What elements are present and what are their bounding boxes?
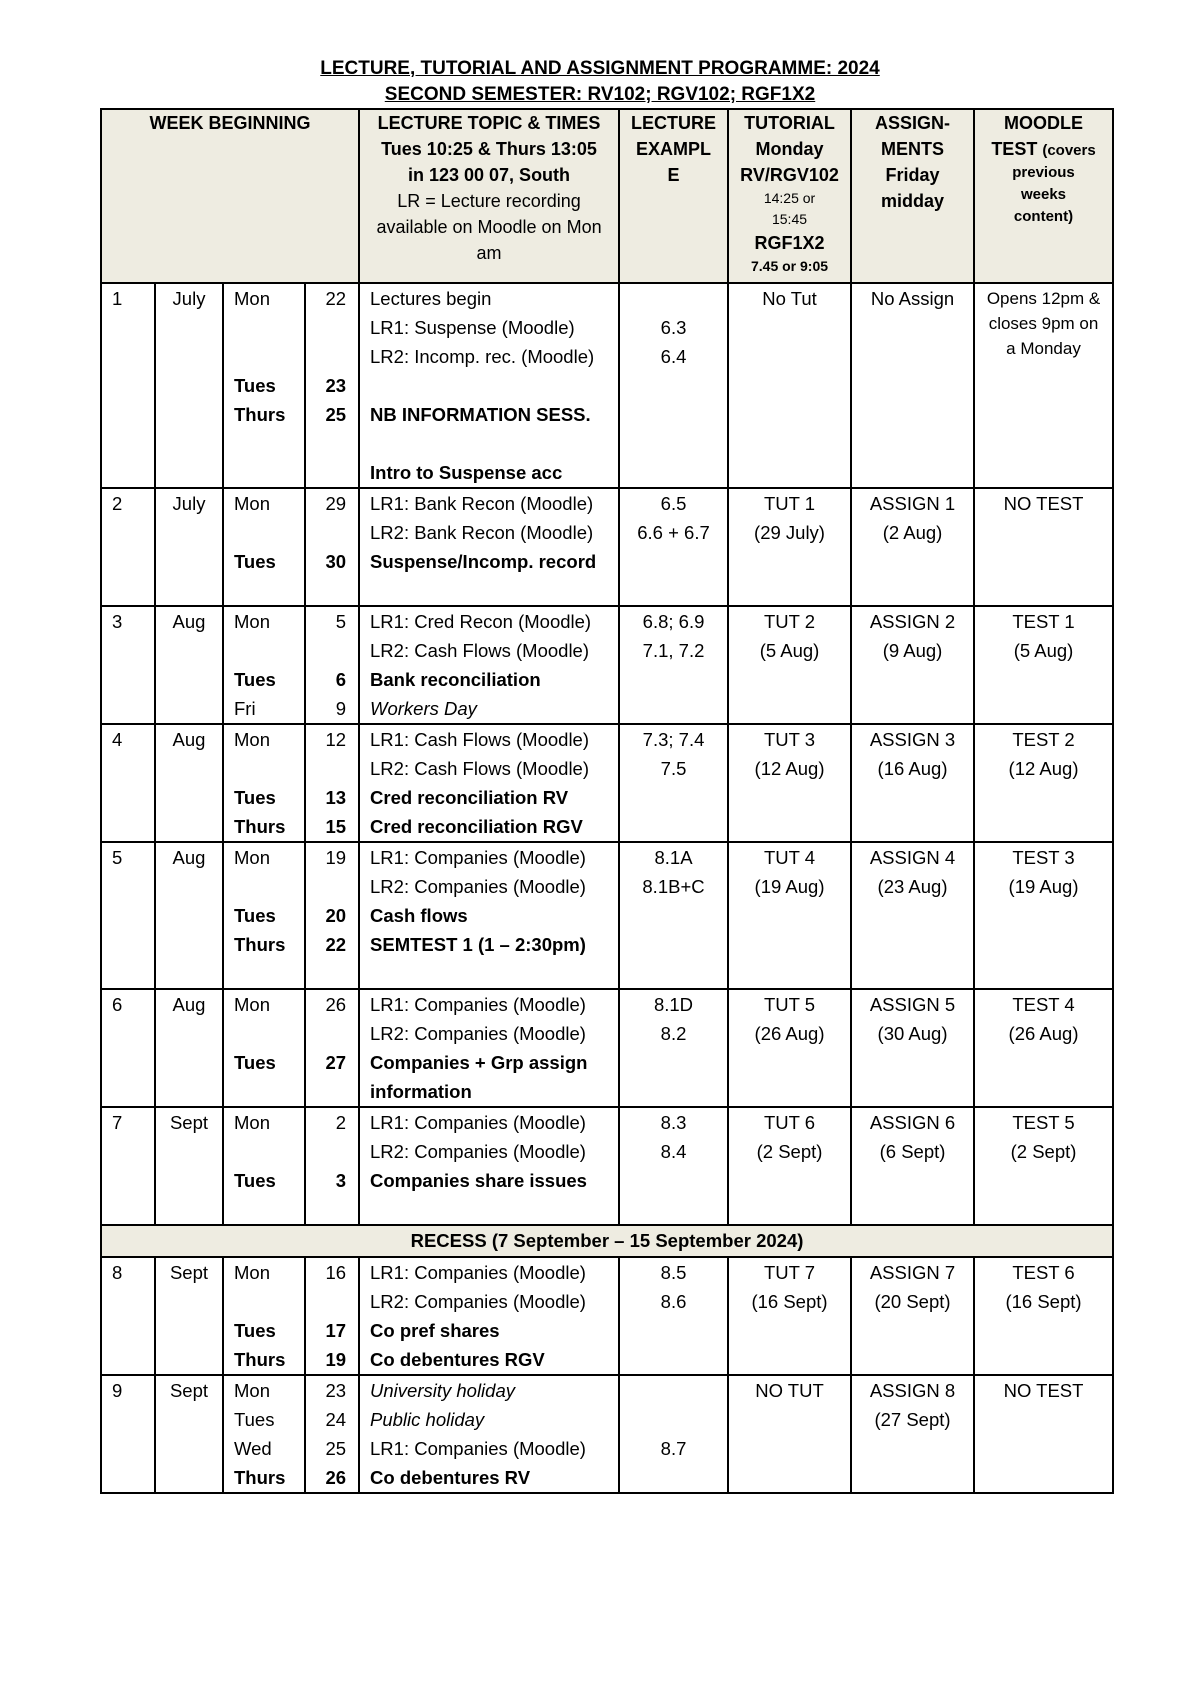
assignment-entry: (27 Sept) bbox=[874, 1409, 951, 1430]
week-row-2 bbox=[101, 488, 1113, 606]
date-label: 22 bbox=[325, 288, 347, 309]
day-label: Tues bbox=[234, 1320, 276, 1341]
day-label: Tues bbox=[234, 375, 276, 396]
week-row-4 bbox=[101, 724, 1113, 842]
topic-line: Lectures begin bbox=[370, 288, 492, 309]
example-ref: 8.5 bbox=[660, 1262, 687, 1283]
month-cell bbox=[155, 1107, 223, 1225]
topic-cell bbox=[359, 989, 619, 1107]
example-ref: 6.4 bbox=[660, 346, 687, 367]
date-label: 27 bbox=[325, 1052, 347, 1073]
assignment-entry: (16 Aug) bbox=[877, 758, 948, 779]
day-label: Mon bbox=[234, 1262, 270, 1283]
moodle-test-entry: TEST 5 bbox=[1012, 1112, 1075, 1133]
date-cell bbox=[305, 606, 359, 724]
topic-line: Co pref shares bbox=[370, 1320, 500, 1341]
moodle-test-entry: TEST 3 bbox=[1012, 847, 1075, 868]
day-label: Wed bbox=[234, 1438, 272, 1459]
week-number: 9 bbox=[112, 1380, 123, 1401]
date-cell bbox=[305, 724, 359, 842]
day-cell bbox=[223, 724, 305, 842]
week-number-cell bbox=[101, 989, 155, 1107]
day-label: Fri bbox=[234, 698, 256, 719]
moodle-test-entry: TEST 6 bbox=[1012, 1262, 1075, 1283]
example-cell bbox=[619, 842, 728, 989]
programme-table bbox=[100, 108, 1114, 1494]
week-row-7 bbox=[101, 1107, 1113, 1225]
week-row-8 bbox=[101, 1257, 1113, 1375]
month: Aug bbox=[172, 611, 206, 632]
moodle-test-header: MOODLE TEST (covers previous weeks content) bbox=[974, 109, 1113, 283]
date-label bbox=[306, 1137, 358, 1166]
moodle-test-entry: (19 Aug) bbox=[1008, 876, 1079, 897]
topic-cell bbox=[359, 842, 619, 989]
document-subtitle: SECOND SEMESTER: RV102; RGV102; RGF1X2 bbox=[384, 84, 816, 105]
topic-cell bbox=[359, 488, 619, 606]
week-number: 2 bbox=[112, 493, 123, 514]
topic-cell bbox=[359, 1375, 619, 1493]
day-label: Mon bbox=[234, 729, 270, 750]
date-label: 22 bbox=[325, 934, 347, 955]
topic-line: Bank reconciliation bbox=[370, 669, 541, 690]
date-label: 17 bbox=[325, 1320, 347, 1341]
date-cell bbox=[305, 283, 359, 488]
example-cell bbox=[619, 1257, 728, 1375]
moodle-test-entry: (16 Sept) bbox=[1005, 1291, 1082, 1312]
header-row bbox=[101, 109, 1113, 283]
day-label: Tues bbox=[234, 551, 276, 572]
lecture-topic-header: LECTURE TOPIC & TIMES Tues 10:25 & Thurs 13:05 in 123 00 07, South LR = Lecture recording available on Moodle on Mon am bbox=[359, 109, 619, 283]
topic-line: SEMTEST 1 (1 – 2:30pm) bbox=[370, 934, 586, 955]
week-row-9 bbox=[101, 1375, 1113, 1493]
date-label: 23 bbox=[325, 1380, 347, 1401]
day-label: Tues bbox=[234, 905, 276, 926]
tutorial-entry: No Tut bbox=[762, 288, 817, 309]
date-label bbox=[306, 342, 358, 371]
tutorial-cell bbox=[728, 1375, 851, 1493]
tutorial-cell bbox=[728, 488, 851, 606]
example-ref bbox=[620, 284, 727, 313]
date-label: 6 bbox=[335, 669, 347, 690]
date-cell bbox=[305, 842, 359, 989]
example-cell bbox=[619, 989, 728, 1107]
moodle-test-entry: TEST 1 bbox=[1012, 611, 1075, 632]
month-cell bbox=[155, 283, 223, 488]
moodle-test-entry: (26 Aug) bbox=[1008, 1023, 1079, 1044]
topic-line: Cash flows bbox=[370, 905, 468, 926]
topic-line: LR1: Suspense (Moodle) bbox=[370, 317, 575, 338]
lecture-example-header: LECTURE EXAMPL E bbox=[619, 109, 728, 283]
topic-line: Suspense/Incomp. record bbox=[370, 551, 597, 572]
example-cell bbox=[619, 1375, 728, 1493]
tutorial-entry: (29 July) bbox=[754, 522, 825, 543]
day-label bbox=[224, 754, 304, 783]
assignment-entry: No Assign bbox=[870, 288, 955, 309]
moodle-test-entry: TEST 2 bbox=[1012, 729, 1075, 750]
month-cell bbox=[155, 606, 223, 724]
date-label: 25 bbox=[325, 1438, 347, 1459]
topic-line: LR1: Bank Recon (Moodle) bbox=[370, 493, 594, 514]
day-label: Tues bbox=[234, 1170, 276, 1191]
day-label: Mon bbox=[234, 994, 270, 1015]
day-label: Mon bbox=[234, 1112, 270, 1133]
day-label bbox=[224, 636, 304, 665]
example-cell bbox=[619, 283, 728, 488]
topic-line: LR1: Companies (Moodle) bbox=[370, 1112, 586, 1133]
assignment-entry: ASSIGN 8 bbox=[869, 1380, 956, 1401]
example-cell bbox=[619, 606, 728, 724]
day-label bbox=[224, 872, 304, 901]
topic-line: Co debentures RV bbox=[370, 1467, 531, 1488]
assignment-cell bbox=[851, 724, 974, 842]
moodle-test-entry: NO TEST bbox=[1003, 493, 1084, 514]
day-cell bbox=[223, 283, 305, 488]
month-cell bbox=[155, 1257, 223, 1375]
topic-line: Co debentures RGV bbox=[370, 1349, 545, 1370]
tutorial-entry: TUT 1 bbox=[763, 493, 816, 514]
topic-line: LR1: Companies (Moodle) bbox=[370, 1438, 586, 1459]
recess-banner: RECESS (7 September – 15 September 2024) bbox=[101, 1225, 1113, 1257]
date-label bbox=[306, 313, 358, 342]
date-label: 26 bbox=[325, 1467, 347, 1488]
day-label: Thurs bbox=[234, 404, 286, 425]
date-label: 13 bbox=[325, 787, 347, 808]
tutorial-cell bbox=[728, 606, 851, 724]
tutorial-entry: (19 Aug) bbox=[754, 876, 825, 897]
month-cell bbox=[155, 724, 223, 842]
week-number: 6 bbox=[112, 994, 123, 1015]
moodle-test-cell bbox=[974, 842, 1113, 989]
week-number-cell bbox=[101, 724, 155, 842]
date-label: 20 bbox=[325, 905, 347, 926]
document-title: LECTURE, TUTORIAL AND ASSIGNMENT PROGRAMME: 2024 bbox=[320, 58, 880, 79]
day-cell bbox=[223, 989, 305, 1107]
date-label: 19 bbox=[325, 847, 347, 868]
tutorial-cell bbox=[728, 842, 851, 989]
topic-cell bbox=[359, 1257, 619, 1375]
assignment-cell bbox=[851, 1107, 974, 1225]
topic-line: LR1: Companies (Moodle) bbox=[370, 1262, 586, 1283]
week-number-cell bbox=[101, 283, 155, 488]
week-number-cell bbox=[101, 1257, 155, 1375]
assignment-entry: ASSIGN 7 bbox=[869, 1262, 956, 1283]
day-label: Thurs bbox=[234, 816, 286, 837]
date-label: 3 bbox=[335, 1170, 347, 1191]
week-number: 1 bbox=[112, 288, 123, 309]
week-number-cell bbox=[101, 606, 155, 724]
assignment-cell bbox=[851, 1375, 974, 1493]
date-label bbox=[306, 872, 358, 901]
date-label: 29 bbox=[325, 493, 347, 514]
assignment-cell bbox=[851, 842, 974, 989]
topic-line: LR1: Cred Recon (Moodle) bbox=[370, 611, 592, 632]
day-label: Tues bbox=[234, 1409, 275, 1430]
day-cell bbox=[223, 1107, 305, 1225]
tutorial-entry: (26 Aug) bbox=[754, 1023, 825, 1044]
topic-line: Cred reconciliation RGV bbox=[370, 816, 583, 837]
week-number: 3 bbox=[112, 611, 123, 632]
week-number-cell bbox=[101, 842, 155, 989]
date-cell bbox=[305, 1107, 359, 1225]
month: Aug bbox=[172, 729, 206, 750]
moodle-test-cell bbox=[974, 1107, 1113, 1225]
week-row-1 bbox=[101, 283, 1113, 488]
moodle-test-entry: (2 Sept) bbox=[1010, 1141, 1077, 1162]
assignment-cell bbox=[851, 283, 974, 488]
topic-line: LR1: Cash Flows (Moodle) bbox=[370, 729, 590, 750]
month: Sept bbox=[169, 1380, 209, 1401]
example-ref: 8.1D bbox=[653, 994, 694, 1015]
topic-line: LR2: Incomp. rec. (Moodle) bbox=[370, 346, 595, 367]
assignment-cell bbox=[851, 606, 974, 724]
assignment-entry: (20 Sept) bbox=[874, 1291, 951, 1312]
month: Sept bbox=[169, 1112, 209, 1133]
tutorial-entry: TUT 2 bbox=[763, 611, 816, 632]
assignment-entry: ASSIGN 5 bbox=[869, 994, 956, 1015]
topic-line: LR1: Companies (Moodle) bbox=[370, 994, 586, 1015]
topic-line: Public holiday bbox=[370, 1409, 485, 1430]
example-ref: 6.3 bbox=[660, 317, 687, 338]
tutorial-cell bbox=[728, 1107, 851, 1225]
date-label: 16 bbox=[325, 1262, 347, 1283]
example-ref: 8.4 bbox=[660, 1141, 687, 1162]
tutorial-entry: NO TUT bbox=[755, 1380, 824, 1401]
week-number-cell bbox=[101, 1375, 155, 1493]
day-label: Thurs bbox=[234, 1349, 286, 1370]
date-cell bbox=[305, 488, 359, 606]
date-label: 23 bbox=[325, 375, 347, 396]
tutorial-entry: (16 Sept) bbox=[751, 1291, 828, 1312]
topic-line: Companies + Grp assign information bbox=[370, 1052, 588, 1102]
date-label: 24 bbox=[325, 1409, 347, 1430]
week-row-5 bbox=[101, 842, 1113, 989]
week-number-cell bbox=[101, 488, 155, 606]
example-cell bbox=[619, 488, 728, 606]
month: Aug bbox=[172, 994, 206, 1015]
date-label bbox=[306, 754, 358, 783]
assignment-entry: (9 Aug) bbox=[882, 640, 943, 661]
topic-line: Cred reconciliation RV bbox=[370, 787, 569, 808]
day-label: Mon bbox=[234, 847, 270, 868]
moodle-test-cell bbox=[974, 283, 1113, 488]
date-label bbox=[306, 636, 358, 665]
week-beginning-header: WEEK BEGINNING bbox=[101, 109, 359, 283]
moodle-test-entry: (5 Aug) bbox=[1013, 640, 1074, 661]
assignment-entry: ASSIGN 4 bbox=[869, 847, 956, 868]
month-cell bbox=[155, 842, 223, 989]
week-number-cell bbox=[101, 1107, 155, 1225]
date-cell bbox=[305, 1375, 359, 1493]
example-cell bbox=[619, 1107, 728, 1225]
week-number: 8 bbox=[112, 1262, 123, 1283]
week-row-6 bbox=[101, 989, 1113, 1107]
tutorial-entry: (5 Aug) bbox=[759, 640, 820, 661]
week-row-3 bbox=[101, 606, 1113, 724]
moodle-test-cell bbox=[974, 1375, 1113, 1493]
moodle-test-cell bbox=[974, 724, 1113, 842]
month: July bbox=[172, 493, 206, 514]
example-ref: 8.6 bbox=[660, 1291, 687, 1312]
day-label bbox=[224, 1019, 304, 1048]
topic-cell bbox=[359, 1107, 619, 1225]
tutorial-entry: (12 Aug) bbox=[754, 758, 825, 779]
assignment-cell bbox=[851, 1257, 974, 1375]
day-cell bbox=[223, 606, 305, 724]
moodle-test-cell bbox=[974, 989, 1113, 1107]
example-ref: 8.7 bbox=[660, 1438, 687, 1459]
tutorial-cell bbox=[728, 283, 851, 488]
week-number: 7 bbox=[112, 1112, 123, 1133]
moodle-test-entry: (12 Aug) bbox=[1008, 758, 1079, 779]
day-cell bbox=[223, 1257, 305, 1375]
example-ref: 6.6 + 6.7 bbox=[637, 522, 710, 543]
assignment-entry: (2 Aug) bbox=[882, 522, 943, 543]
example-ref: 7.3; 7.4 bbox=[642, 729, 705, 750]
month-cell bbox=[155, 989, 223, 1107]
day-cell bbox=[223, 1375, 305, 1493]
example-ref: 8.1B+C bbox=[642, 876, 705, 897]
assignment-cell bbox=[851, 488, 974, 606]
month: July bbox=[172, 288, 206, 309]
assignment-entry: (30 Aug) bbox=[877, 1023, 948, 1044]
tutorial-cell bbox=[728, 1257, 851, 1375]
day-label: Mon bbox=[234, 1380, 270, 1401]
example-ref bbox=[620, 1376, 727, 1405]
topic-line: LR2: Cash Flows (Moodle) bbox=[370, 758, 590, 779]
tutorial-cell bbox=[728, 989, 851, 1107]
topic-line: LR2: Companies (Moodle) bbox=[370, 1291, 586, 1312]
date-label: 2 bbox=[335, 1112, 347, 1133]
recess-row bbox=[101, 1225, 1113, 1257]
assignment-cell bbox=[851, 989, 974, 1107]
day-cell bbox=[223, 842, 305, 989]
moodle-test-entry: TEST 4 bbox=[1012, 994, 1075, 1015]
date-label: 12 bbox=[325, 729, 347, 750]
topic-line: LR1: Companies (Moodle) bbox=[370, 847, 586, 868]
tutorial-cell bbox=[728, 724, 851, 842]
topic-line: LR2: Bank Recon (Moodle) bbox=[370, 522, 594, 543]
topic-cell bbox=[359, 724, 619, 842]
day-label bbox=[224, 313, 304, 342]
topic-line: Intro to Suspense acc bbox=[370, 462, 563, 483]
example-cell bbox=[619, 724, 728, 842]
topic-line: Workers Day bbox=[370, 698, 477, 719]
moodle-test-entry: Opens 12pm & closes 9pm on a Monday bbox=[986, 289, 1101, 358]
topic-line: NB INFORMATION SESS. bbox=[370, 404, 591, 425]
day-label: Thurs bbox=[234, 934, 286, 955]
day-label: Mon bbox=[234, 611, 270, 632]
moodle-test-cell bbox=[974, 606, 1113, 724]
date-label: 9 bbox=[335, 698, 347, 719]
date-label: 25 bbox=[325, 404, 347, 425]
tutorial-header: TUTORIAL Monday RV/RGV102 14:25 or 15:45 RGF1X2 7.45 or 9:05 bbox=[728, 109, 851, 283]
day-label bbox=[224, 1137, 304, 1166]
tutorial-entry: TUT 4 bbox=[763, 847, 816, 868]
month-cell bbox=[155, 488, 223, 606]
assignments-header: ASSIGN- MENTS Friday midday bbox=[851, 109, 974, 283]
example-ref: 6.8; 6.9 bbox=[642, 611, 705, 632]
assignment-entry: ASSIGN 2 bbox=[869, 611, 956, 632]
day-label: Mon bbox=[234, 493, 270, 514]
topic-line: Companies share issues bbox=[370, 1170, 587, 1191]
day-cell bbox=[223, 488, 305, 606]
assignment-entry: ASSIGN 1 bbox=[869, 493, 956, 514]
example-ref: 8.1A bbox=[654, 847, 693, 868]
example-ref: 6.5 bbox=[660, 493, 687, 514]
date-label: 26 bbox=[325, 994, 347, 1015]
topic-line: LR2: Cash Flows (Moodle) bbox=[370, 640, 590, 661]
date-label bbox=[306, 518, 358, 547]
date-label bbox=[306, 1019, 358, 1048]
example-ref: 7.5 bbox=[660, 758, 687, 779]
date-label bbox=[306, 1287, 358, 1316]
date-cell bbox=[305, 1257, 359, 1375]
topic-line: LR2: Companies (Moodle) bbox=[370, 1141, 586, 1162]
day-label: Mon bbox=[234, 288, 270, 309]
month: Sept bbox=[169, 1262, 209, 1283]
assignment-entry: ASSIGN 3 bbox=[869, 729, 956, 750]
date-label: 15 bbox=[325, 816, 347, 837]
day-label: Tues bbox=[234, 787, 276, 808]
month: Aug bbox=[172, 847, 206, 868]
day-label bbox=[224, 1287, 304, 1316]
tutorial-entry: TUT 6 bbox=[763, 1112, 816, 1133]
day-label: Thurs bbox=[234, 1467, 286, 1488]
month-cell bbox=[155, 1375, 223, 1493]
tutorial-entry: TUT 7 bbox=[763, 1262, 816, 1283]
moodle-test-cell bbox=[974, 1257, 1113, 1375]
moodle-test-entry: NO TEST bbox=[1003, 1380, 1084, 1401]
topic-cell bbox=[359, 283, 619, 488]
assignment-entry: ASSIGN 6 bbox=[869, 1112, 956, 1133]
tutorial-entry: (2 Sept) bbox=[756, 1141, 823, 1162]
week-number: 5 bbox=[112, 847, 123, 868]
assignment-entry: (6 Sept) bbox=[879, 1141, 946, 1162]
moodle-test-cell bbox=[974, 488, 1113, 606]
week-number: 4 bbox=[112, 729, 123, 750]
day-label: Tues bbox=[234, 1052, 276, 1073]
topic-cell bbox=[359, 606, 619, 724]
day-label bbox=[224, 342, 304, 371]
topic-line: University holiday bbox=[370, 1380, 515, 1401]
date-label: 30 bbox=[325, 551, 347, 572]
topic-line: LR2: Companies (Moodle) bbox=[370, 876, 586, 897]
assignment-entry: (23 Aug) bbox=[877, 876, 948, 897]
example-ref: 8.2 bbox=[660, 1023, 687, 1044]
example-ref bbox=[620, 1405, 727, 1434]
day-label: Tues bbox=[234, 669, 276, 690]
topic-line: LR2: Companies (Moodle) bbox=[370, 1023, 586, 1044]
tutorial-entry: TUT 5 bbox=[763, 994, 816, 1015]
day-label bbox=[224, 518, 304, 547]
date-cell bbox=[305, 989, 359, 1107]
date-label: 19 bbox=[325, 1349, 347, 1370]
date-label: 5 bbox=[335, 611, 347, 632]
tutorial-entry: TUT 3 bbox=[763, 729, 816, 750]
example-ref: 7.1, 7.2 bbox=[642, 640, 705, 661]
example-ref: 8.3 bbox=[660, 1112, 687, 1133]
